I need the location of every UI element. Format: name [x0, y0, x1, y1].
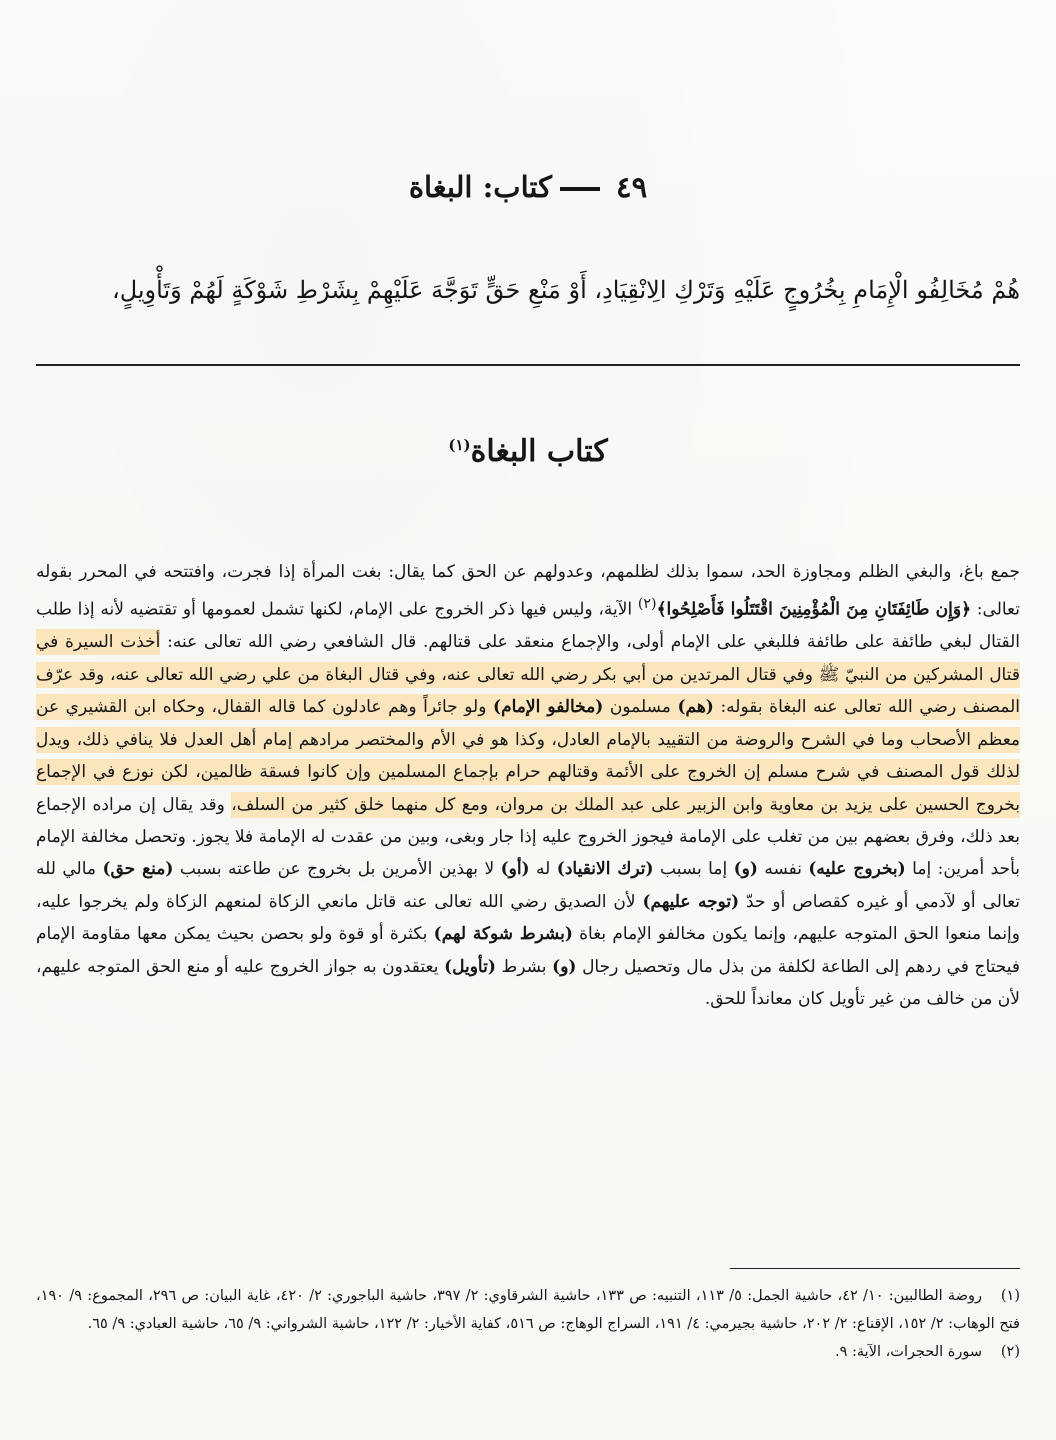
body-segment: يعتقدون به جواز الخروج عليه أو منع الحق المتوجه عليهم، لأن من خالف من غير تأويل كان معانداً للحق.: [36, 956, 1020, 1009]
body-segment: إما بسبب: [653, 859, 734, 880]
body-segment: لأن الصديق رضي الله تعالى عنه قاتل مانعي الزكاة لمنعهم الزكاة ولم يخرجوا عليه، وإنما منعوا الحق المتوجه عليهم، وإنما يكون مخالفو الإمام بغاة: [36, 891, 1020, 945]
chapter-number: ٤٩: [616, 170, 648, 204]
body-segment: له: [529, 859, 557, 880]
matn-quote-tawil: (تأويل): [444, 956, 496, 977]
footnotes: [36, 1282, 1020, 1366]
matn-quote-wa: (و): [552, 956, 577, 977]
matn-quote-tawajjuh: (توجه عليهم): [642, 891, 740, 912]
matn-quote-khuruj: (بخروج عليه): [808, 859, 906, 880]
chapter-dash: [560, 187, 600, 191]
body-segment: مالي لله تعالى أو لآدمي أو غيره كقصاص أو حدّ: [36, 859, 1020, 912]
quran-verse: ﴿وَإِن طَائِفَتَانِ مِنَ الْمُؤْمِنِينَ اقْتَتَلُوا فَأَصْلِحُوا﴾: [656, 600, 972, 621]
matn-quote-hum: (هم): [677, 697, 714, 718]
matn-quote-tark: (ترك الانقياد): [556, 859, 654, 880]
matn-quote-mukhalifu: (مخالفو الإمام): [493, 697, 604, 718]
matn-separator-rule: [36, 364, 1020, 366]
body-segment: نفسه: [757, 859, 809, 880]
body-segment: وقد يقال إن مراده الإجماع بعد ذلك، وفرق بعضهم بين من تغلب على الإمامة فيجوز الخروج عليه إذا جار وبغى، وبين من عقدت له الإمامة فلا يجوز. وتحصل مخالفة الإمام بأحد أمرين: إما: [36, 794, 1020, 880]
highlighted-passage: مسلمون: [603, 697, 678, 718]
book-title-text: كتاب البغاة: [470, 434, 608, 469]
verse-footnote-ref: (٢): [637, 596, 657, 613]
matn-quote-wa: (و): [733, 859, 758, 880]
footnote-2: [36, 1338, 1020, 1366]
footnote-number: (١): [1000, 1288, 1021, 1304]
body-segment: لا بهذين الأمرين بل بخروج عن طاعته بسبب: [173, 859, 501, 880]
body-segment: بشرط: [495, 956, 553, 977]
matn-quote-man: (منع حق): [102, 859, 174, 880]
body-segment: جمع باغ، والبغي الظلم ومجاوزة الحد، سموا بذلك لظلمهم، وعدولهم عن الحق كما يقال: بغت المرأة إذا فجرت، وافتتحه في المحرر بقوله تعالى:: [36, 562, 1020, 621]
footnote-text: روضة الطالبين: ١٠/ ٤٢، حاشية الجمل: ٥/ ١١٣، التنبيه: ص ١٣٣، حاشية الشرقاوي: ٢/ ٣٩٧، حاشية الباجوري: ٢/ ٤٢٠، غاية البيان: ص ٢٩٦، المجموع: ٩/ ١٩٠، فتح الوهاب: ٢/ ١٥٢، الإقناع: ٢/ ٢٠٢، حاشية بجيرمي: ٤/ ١٩١، السراج الوهاج: ص ٥١٦، كفاية الأخيار: ٢/ ١٢٢، حاشية الشرواني: ٩/ ٦٥، حاشية العبادي: ٩/ ٦٥.: [36, 1288, 1020, 1332]
chapter-title: كتاب: البغاة: [408, 170, 552, 204]
chapter-heading: [0, 170, 1056, 204]
body-segment: الآية، وليس فيها ذكر الخروج على الإمام، لكنها تشمل لعمومها أو تقتضيه لأنه إذا طلب القتال لبغي طائفة على طائفة فللبغي على الإمام أولى، والإجماع منعقد على قتالهم. قال الشافعي رضي الله تعالى عنه:: [36, 600, 1020, 653]
matn-quote-aw: (أو): [500, 859, 530, 880]
highlighted-passage: أخذت السيرة في قتال المشركين من النبيّ ﷺ وفي قتال المرتدين من أبي بكر رضي الله تعالى عنه، وفي قتال البغاة من علي رضي الله تعالى عنه، وقد عرّف المصنف رضي الله تعالى عنه البغاة بقوله:: [36, 632, 1020, 718]
body-segment: بكثرة أو قوة ولو بحصن بحيث يمكن معها مقاومة الإمام فيحتاج في ردهم إلى الطاعة لكلفة من بذل مال وتحصيل رجال: [36, 924, 1021, 977]
footnote-separator-rule: [730, 1268, 1020, 1269]
footnote-number: (٢): [1000, 1344, 1020, 1360]
matn-quote-shart: (بشرط شوكة لهم): [433, 924, 573, 945]
matn-text: هُمْ مُخَالِفُو الْإِمَامِ بِخُرُوجٍ عَلَيْهِ وَتَرْكِ الِانْقِيَادِ، أَوْ مَنْعِ حَقٍّ تَوَجَّهَ عَلَيْهِمْ بِشَرْطِ شَوْكَةٍ لَهُمْ وَتَأْوِيلٍ،: [111, 276, 1020, 304]
book-title-footnote-ref: (١): [448, 436, 471, 454]
commentary-body: [36, 556, 1020, 1015]
book-title: [0, 434, 1056, 469]
highlighted-passage: ولو جائراً وهم عادلون كما قاله القفال، وحكاه ابن القشيري عن معظم الأصحاب وما في الشرح والروضة من التقييد بالإمام العادل، وكذا هو في الأم والمختصر مرادهم إمام أهل العدل فلا ينافي ذلك، ويدل لذلك قول المصنف في شرح مسلم إن الخروج على الأئمة وقتالهم حرام بإجماع المسلمين وإن كانوا فسقة ظالمين، لكن نوزع في الإجماع بخروج الحسين على يزيد بن معاوية وابن الزبير على عبد الملك بن مروان، ومع كل منهما خلق كثير من السلف،: [36, 697, 1020, 815]
footnote-text: سورة الحجرات، الآية: ٩.: [835, 1344, 982, 1360]
footnote-1: [36, 1282, 1020, 1338]
